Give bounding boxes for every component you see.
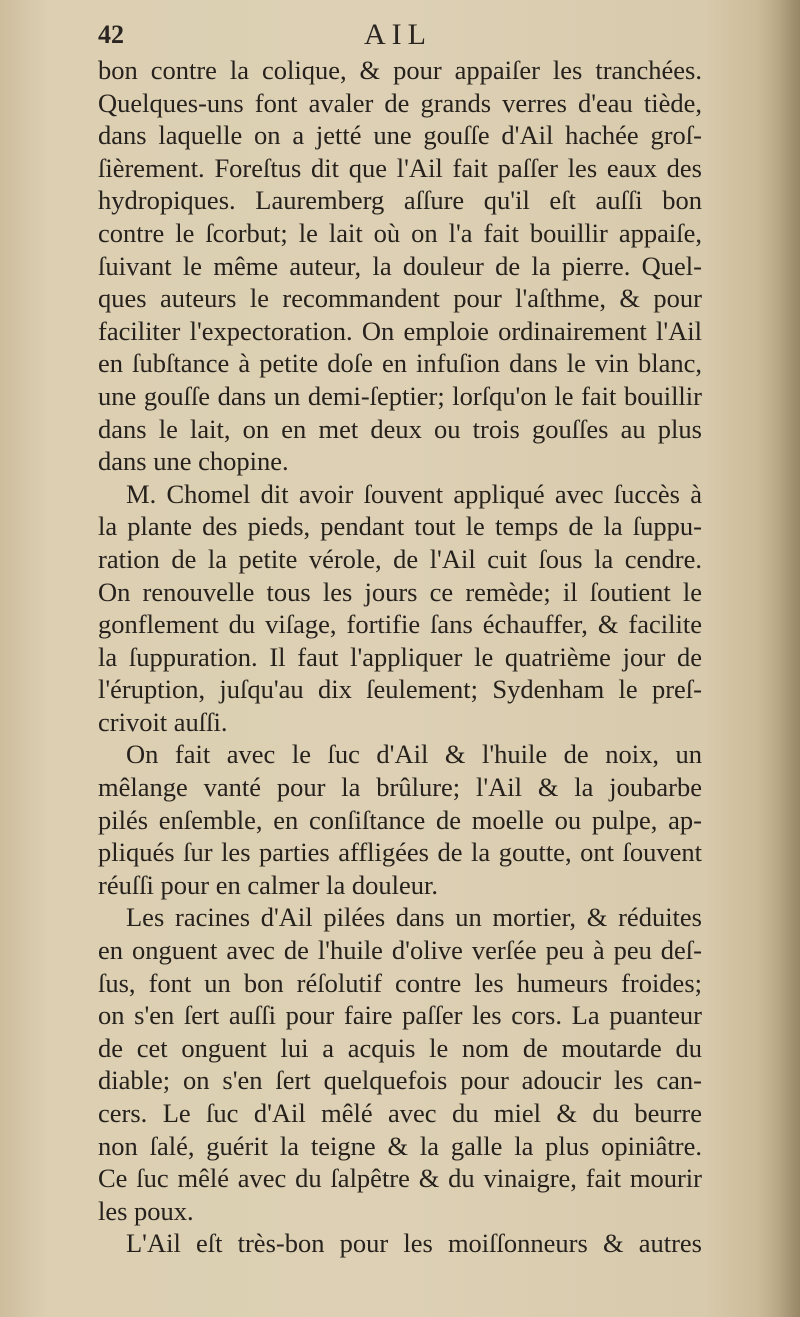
- running-title: AIL: [364, 18, 432, 51]
- text-line: réuſſi pour en calmer la douleur.: [98, 869, 438, 900]
- text-line: on s'en ſert auſſi pour faire paſſer les cors. La puanteur: [98, 1000, 702, 1031]
- text-line: ſuivant le même auteur, la douleur de la pierre. Quel-: [98, 250, 702, 281]
- text-line: bon contre la colique, & pour appaiſer les tranchées.: [98, 55, 702, 85]
- text-line: les poux.: [98, 1195, 194, 1226]
- text-line: diable; on s'en ſert quelquefois pour adoucir les can-: [98, 1065, 702, 1096]
- text-line: ration de la petite vérole, de l'Ail cuit ſous la cendre.: [98, 543, 702, 574]
- text-line: la ſuppuration. Il faut l'appliquer le quatrième jour de: [98, 641, 702, 672]
- text-line: dans le lait, on en met deux ou trois gouſſes au plus: [98, 413, 702, 444]
- text-line: ſus, font un bon réſolutif contre les humeurs froides;: [98, 967, 702, 998]
- text-line: ques auteurs le recommandent pour l'aſthme, & pour: [98, 283, 702, 314]
- text-line: L'Ail eſt très-bon pour les moiſſonneurs & autres: [126, 1228, 702, 1259]
- text-line: Ce ſuc mêlé avec du ſalpêtre & du vinaigre, fait mourir: [98, 1163, 702, 1194]
- text-line: On renouvelle tous les jours ce remède; il ſoutient le: [98, 576, 702, 607]
- text-line: Quelques-uns font avaler de grands verres d'eau tiède,: [98, 87, 702, 118]
- text-line: l'éruption, juſqu'au dix ſeulement; Sydenham le preſ-: [98, 674, 702, 705]
- text-line: ſièrement. Foreſtus dit que l'Ail fait paſſer les eaux des: [98, 152, 702, 183]
- text-line: On fait avec le ſuc d'Ail & l'huile de noix, un: [126, 739, 702, 770]
- text-line: mêlange vanté pour la brûlure; l'Ail & la joubarbe: [98, 772, 702, 803]
- text-line: M. Chomel dit avoir ſouvent appliqué avec ſuccès à: [126, 478, 702, 509]
- text-line: crivoit auſſi.: [98, 706, 228, 737]
- text-line: contre le ſcorbut; le lait où on l'a fait bouillir appaiſe,: [98, 217, 702, 248]
- text-line: hydropiques. Lauremberg aſſure qu'il eſt auſſi bon: [98, 185, 702, 216]
- text-line: non ſalé, guérit la teigne & la galle la plus opiniâtre.: [98, 1130, 702, 1161]
- text-line: gonflement du viſage, fortifie ſans échauffer, & facilite: [98, 609, 702, 640]
- page-edge-shadow: [758, 0, 800, 1317]
- text-line: Les racines d'Ail pilées dans un mortier, & réduites: [126, 902, 702, 933]
- text-line: une gouſſe dans un demi-ſeptier; lorſqu'on le fait bouillir: [98, 380, 702, 411]
- text-line: dans laquelle on a jetté une gouſſe d'Ail hachée groſ-: [98, 120, 702, 151]
- text-line: cers. Le ſuc d'Ail mêlé avec du miel & du beurre: [98, 1098, 702, 1128]
- text-line: faciliter l'expectoration. On emploie ordinairement l'Ail: [98, 315, 702, 346]
- text-line: la plante des pieds, pendant tout le temps de la ſuppu-: [98, 511, 702, 542]
- page-number: 42: [98, 20, 124, 49]
- text-line: pliqués ſur les parties affligées de la goutte, ont ſouvent: [98, 837, 702, 868]
- body-text: [98, 54, 702, 1260]
- text-line: dans une chopine.: [98, 446, 289, 477]
- text-line: en ſubſtance à petite doſe en infuſion dans le vin blanc,: [98, 348, 702, 379]
- text-line: en onguent avec de l'huile d'olive verſée peu à peu deſ-: [98, 935, 702, 966]
- page-header: [98, 14, 698, 54]
- text-line: de cet onguent lui a acquis le nom de moutarde du: [98, 1032, 702, 1063]
- text-line: pilés enſemble, en conſiſtance de moelle ou pulpe, ap-: [98, 804, 702, 835]
